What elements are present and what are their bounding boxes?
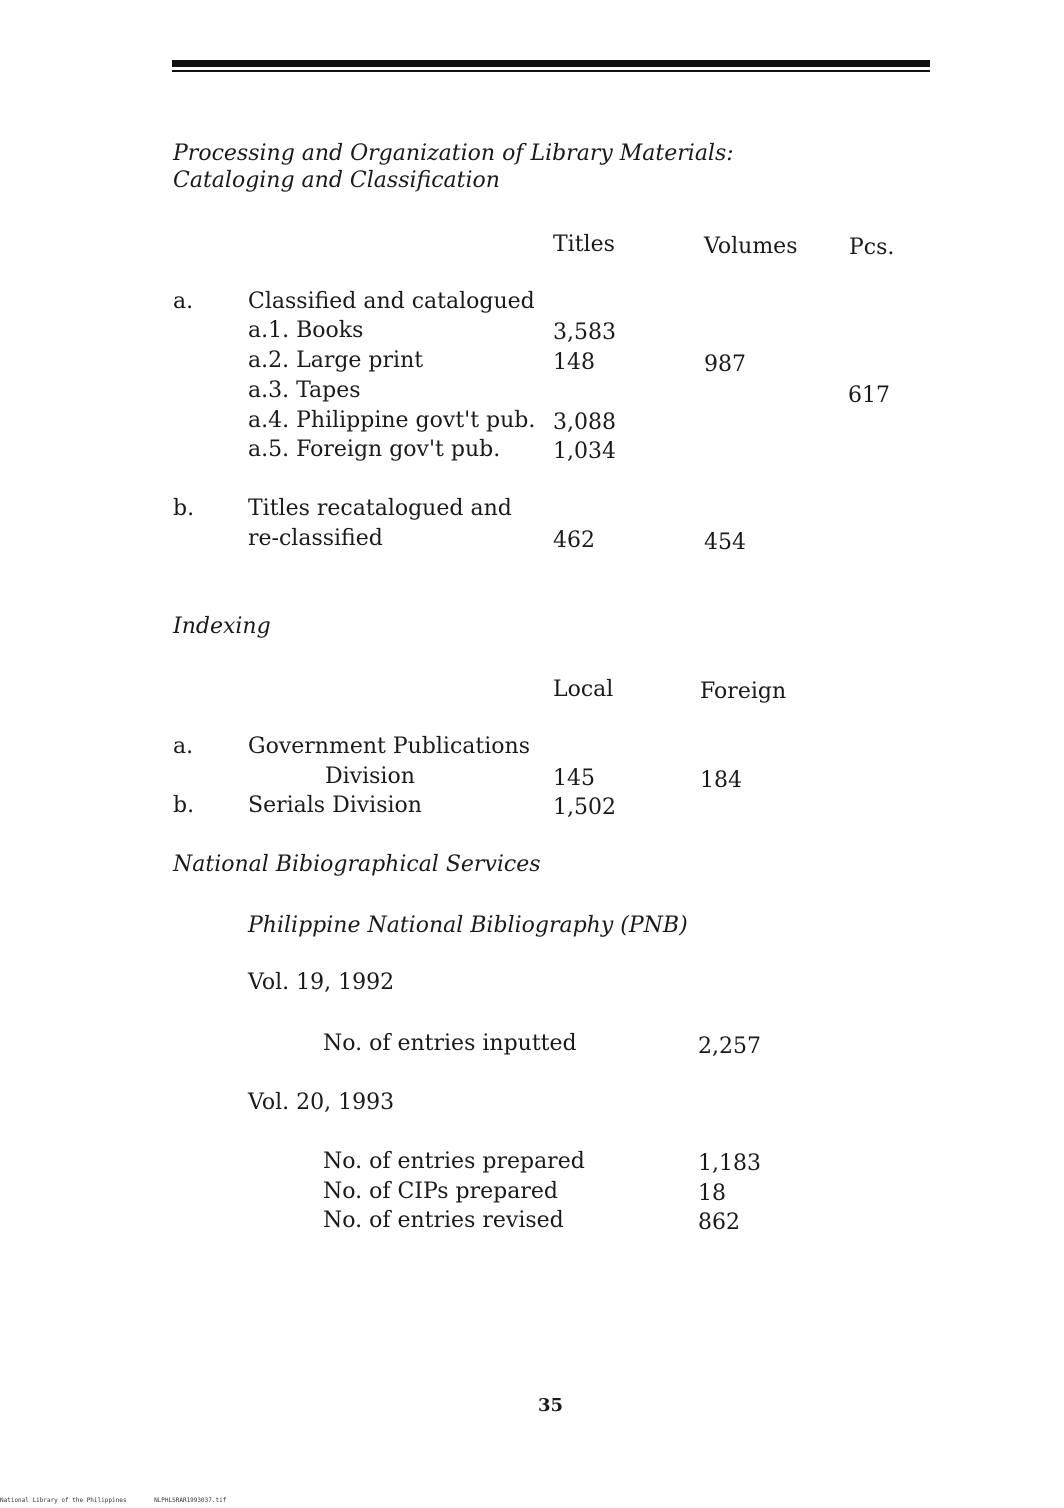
vol20-revised-value: 862 — [698, 1210, 740, 1235]
scan-footer — [0, 1497, 250, 1504]
indexing-heading: Indexing — [173, 614, 271, 639]
row-a1-titles: 3,583 — [553, 320, 616, 345]
vol20-cips-label: No. of CIPs prepared — [323, 1179, 558, 1204]
vol19-inputted-value: 2,257 — [698, 1034, 761, 1059]
row-a4-titles: 3,088 — [553, 410, 616, 435]
top-rule-thick — [172, 60, 930, 67]
vol19-inputted-label: No. of entries inputted — [323, 1031, 577, 1056]
indexing-a-label-line1: Government Publications — [248, 734, 530, 759]
nbs-heading: National Bibiographical Services — [173, 852, 541, 877]
col-header-foreign: Foreign — [700, 679, 787, 704]
col-header-volumes: Volumes — [704, 234, 798, 259]
row-a4-label: a.4. Philippine govt't pub. — [248, 408, 536, 433]
indexing-a-foreign: 184 — [700, 768, 742, 793]
page-number: 35 — [538, 1395, 564, 1416]
vol20-prepared-value: 1,183 — [698, 1151, 761, 1176]
indexing-b-local: 1,502 — [553, 795, 616, 820]
row-a2-titles: 148 — [553, 350, 595, 375]
row-b-titles: 462 — [553, 528, 595, 553]
row-b-label-line2: re-classified — [248, 526, 383, 551]
row-b-label-line1: Titles recatalogued and — [248, 496, 512, 521]
row-a5-label: a.5. Foreign gov't pub. — [248, 437, 501, 462]
col-header-local: Local — [553, 677, 614, 702]
top-rule-thin — [172, 70, 930, 72]
row-a2-label: a.2. Large print — [248, 348, 424, 373]
indexing-a-label-line2: Division — [325, 764, 415, 789]
row-b-volumes: 454 — [704, 530, 746, 555]
col-header-pcs: Pcs. — [849, 235, 895, 260]
indexing-a-local: 145 — [553, 766, 595, 791]
row-a-letter: a. — [173, 289, 194, 314]
col-header-titles: Titles — [553, 232, 615, 257]
indexing-b-letter: b. — [173, 793, 195, 818]
cataloging-heading-line1: Processing and Organization of Library Materials: — [173, 141, 734, 166]
vol20-revised-label: No. of entries revised — [323, 1208, 564, 1233]
vol20-label: Vol. 20, 1993 — [248, 1090, 395, 1115]
row-a3-pcs: 617 — [848, 383, 890, 408]
pnb-heading: Philippine National Bibliography (PNB) — [248, 913, 688, 938]
row-a3-label: a.3. Tapes — [248, 378, 361, 403]
indexing-b-label: Serials Division — [248, 793, 422, 818]
row-a2-volumes: 987 — [704, 352, 746, 377]
cataloging-heading-line2: Cataloging and Classification — [173, 168, 500, 193]
footer-file: NLPHLSRAR1993037.tif — [154, 1497, 227, 1504]
row-a1-label: a.1. Books — [248, 318, 364, 343]
row-b-letter: b. — [173, 496, 195, 521]
footer-library: National Library of the Philippines — [0, 1497, 127, 1504]
row-a-label: Classified and catalogued — [248, 289, 535, 314]
vol19-label: Vol. 19, 1992 — [248, 970, 395, 995]
row-a5-titles: 1,034 — [553, 439, 616, 464]
vol20-prepared-label: No. of entries prepared — [323, 1149, 585, 1174]
indexing-a-letter: a. — [173, 734, 194, 759]
vol20-cips-value: 18 — [698, 1181, 726, 1206]
